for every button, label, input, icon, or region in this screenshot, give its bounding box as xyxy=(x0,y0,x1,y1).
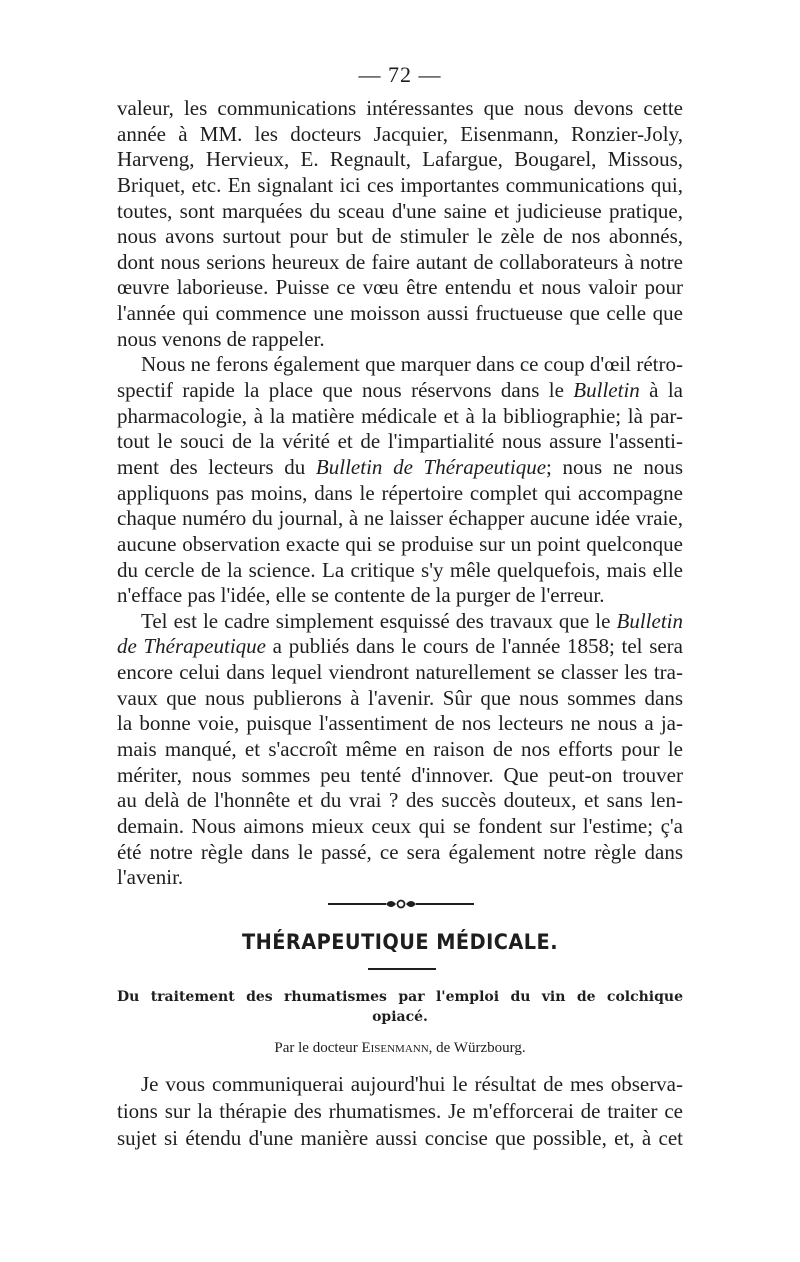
text-line: nous avons surtout pour but de stimuler le zèle de nos abonnés, xyxy=(117,224,683,249)
text-line: œuvre laborieuse. Puisse ce vœu être entendu et nous valoir pour xyxy=(117,275,683,300)
text-line: valeur, les communications intéressantes que nous devons cette xyxy=(117,96,683,120)
text-line: demain. Nous aimons mieux ceux qui se fondent sur l'estime; ç'a xyxy=(117,813,683,838)
text-run: a publiés dans le cours de l'année 1858; tel sera xyxy=(266,634,683,659)
journal-title: Bulletin de Thérapeutique xyxy=(315,454,547,479)
journal-title: Bulletin xyxy=(573,378,640,403)
page-number: — 72 — xyxy=(358,62,442,87)
article-title-line: Du traitement des rhumatismes par l'emploi du vin de colchique xyxy=(117,989,683,1005)
text-line xyxy=(117,455,683,481)
text-line: au delà de l'honnête et du vrai ? des succès douteux, et sans len- xyxy=(117,788,683,813)
text-line xyxy=(117,609,683,635)
text-line: encore celui dans lequel viendront naturellement se classer les tra- xyxy=(117,660,683,685)
text-run: spectif rapide la place que nous réservons dans le xyxy=(117,378,574,403)
text-run: ment des lecteurs du xyxy=(117,454,316,479)
text-line: toutes, sont marquées du sceau d'une saine et judicieuse pratique, xyxy=(117,198,683,223)
author-name: Eisenmann xyxy=(361,1040,429,1056)
text-line: sujet si étendu d'une manière aussi concise que possible, et, à cet xyxy=(117,1126,683,1150)
text-line: Nous ne ferons également que marquer dans ce coup d'œil rétro- xyxy=(141,352,683,377)
text-line: du cercle de la science. La critique s'y mêle quelquefois, mais elle xyxy=(117,557,683,582)
text-line: mériter, nous sommes peu tenté d'innover. Que peut-on trouver xyxy=(117,762,683,787)
text-line: l'année qui commence une moisson aussi fructueuse que celle que xyxy=(117,301,683,326)
text-line: Harveng, Hervieux, E. Regnault, Lafargue, Bougarel, Missous, xyxy=(117,147,683,172)
text-line xyxy=(117,634,683,660)
article-title xyxy=(117,987,683,1027)
text-line: dont nous serions heureux de faire autant de collaborateurs à notre xyxy=(117,249,683,274)
text-line: appliquons pas moins, dans le répertoire complet qui accompagne xyxy=(117,480,683,505)
text-line: été notre règle dans le passé, ce sera également notre règle dans xyxy=(117,839,683,864)
text-line: nous venons de rappeler. xyxy=(117,326,325,351)
section-rule xyxy=(368,968,436,970)
text-line: mais manqué, et s'accroît même en raison de nos efforts pour le xyxy=(117,737,683,762)
article-title-line: opiacé. xyxy=(372,1009,428,1025)
text-run: à la xyxy=(639,378,684,403)
text-line: aucune observation exacte qui se produise sur un point quelconque xyxy=(117,531,683,556)
text-line: vaux que nous publierons à l'avenir. Sûr que nous sommes dans xyxy=(117,685,683,710)
author-suffix: , de Würzbourg. xyxy=(428,1040,526,1056)
text-line: Briquet, etc. En signalant ici ces importantes communications qui, xyxy=(117,172,683,197)
text-run: Tel est le cadre simplement esquissé des travaux que le xyxy=(141,608,617,633)
journal-title: de Thérapeutique xyxy=(117,634,266,659)
text-line: l'avenir. xyxy=(117,865,184,890)
text-line: tout le souci de la vérité et de l'impartialité nous assure l'assenti- xyxy=(117,429,683,454)
author-byline xyxy=(0,1040,800,1057)
body-text xyxy=(117,96,683,891)
text-line: tions sur la thérapie des rhumatismes. Je m'efforcerai de traiter ce xyxy=(117,1099,683,1123)
article-body xyxy=(117,1071,683,1152)
author-prefix: Par le docteur xyxy=(274,1040,362,1056)
text-line: chaque numéro du journal, à ne laisser échapper aucune idée vraie, xyxy=(117,506,683,531)
journal-title: Bulletin xyxy=(616,608,683,633)
section-title: THÉRAPEUTIQUE MÉDICALE. xyxy=(241,930,559,954)
ornament-divider xyxy=(328,896,474,912)
text-run: ; nous ne nous xyxy=(546,454,684,479)
text-line: n'efface pas l'idée, elle se contente de la purger de l'erreur. xyxy=(117,583,605,608)
text-line: la bonne voie, puisque l'assentiment de nos lecteurs ne nous a ja- xyxy=(117,711,683,736)
text-line: pharmacologie, à la matière médicale et à la bibliographie; là par- xyxy=(117,403,683,428)
text-line: Je vous communiquerai aujourd'hui le résultat de mes observa- xyxy=(141,1072,683,1096)
text-line xyxy=(117,378,683,404)
text-line: année à MM. les docteurs Jacquier, Eisenmann, Ronzier-Joly, xyxy=(117,121,683,146)
